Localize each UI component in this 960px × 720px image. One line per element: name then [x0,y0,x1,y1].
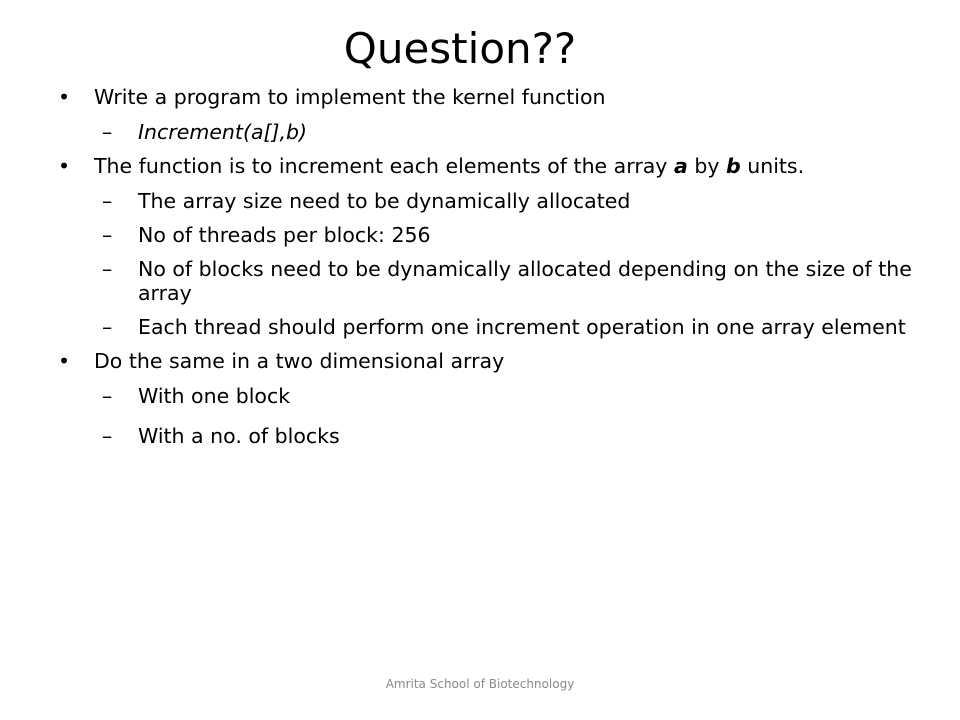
bullet-marker: • [58,349,71,373]
slide-title: Question?? [343,24,577,73]
dash-marker: – [102,384,113,408]
slide-body [58,75,918,448]
dash-marker: – [102,223,113,247]
dash-marker: – [102,120,113,144]
bullet-text: Do the same in a two dimensional array [94,349,505,373]
bullet-marker: • [58,154,71,178]
bullet-text-part: by [687,154,726,178]
sub-bullet-text: No of threads per block: 256 [138,223,431,247]
dash-marker: – [102,315,113,339]
variable-a: a [673,154,688,178]
sub-bullet-item [58,257,918,305]
bullet-text: Write a program to implement the kernel function [94,85,606,109]
sub-bullet-text: The array size need to be dynamically allocated [138,189,631,213]
dash-marker: – [102,424,113,448]
sub-bullet-item [58,315,918,339]
sub-bullet-item [58,223,918,247]
bullet-item [58,154,918,179]
sub-bullet-text: No of blocks need to be dynamically allocated depending on the size of the array [138,257,912,305]
sub-bullet-text: With one block [138,384,291,408]
bullet-item [58,349,918,374]
dash-marker: – [102,257,113,281]
sub-bullet-item [58,384,918,408]
sub-bullet-item [58,120,918,144]
slide-footer: Amrita School of Biotechnology [385,677,575,691]
bullet-text-part: The function is to increment each elements of the array [94,154,674,178]
bullet-item [58,85,918,110]
bullet-text-part: units. [740,154,805,178]
sub-bullet-item [58,189,918,213]
function-signature: Increment(a[],b) [138,120,308,144]
sub-bullet-item [58,424,918,448]
dash-marker: – [102,189,113,213]
sub-bullet-text: With a no. of blocks [138,424,340,448]
bullet-marker: • [58,85,71,109]
variable-b: b [726,154,741,178]
sub-bullet-text: Each thread should perform one increment operation in one array element [138,315,906,339]
